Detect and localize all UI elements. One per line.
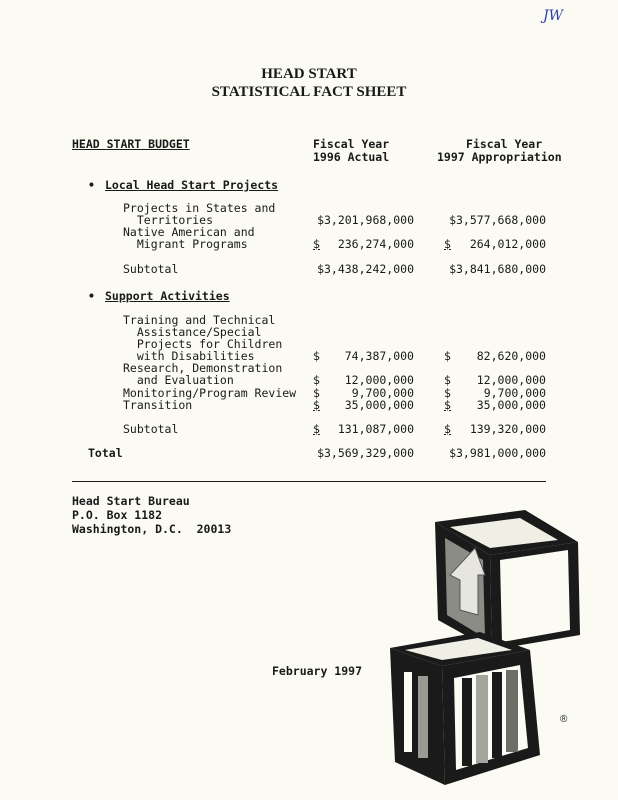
row-label: Monitoring/Program Review [123,386,297,400]
amount: 12,000,000 [476,373,546,387]
value-1996 [313,373,414,387]
subtotal-1996: $3,438,242,000 [317,262,414,276]
amount: 131,087,000 [337,422,414,436]
currency-sign: $ [444,237,451,251]
row-label: Transition [123,398,193,412]
amount: 236,274,000 [337,237,414,251]
col-header-1997-line1: Fiscal Year [466,137,543,151]
currency-sign: $ [444,386,451,400]
value-1997 [444,349,546,363]
row-label: Training and Technical [123,313,276,327]
total-1996: $3,569,329,000 [317,446,414,460]
address-line: Head Start Bureau [72,494,190,508]
registered-mark: ® [560,714,568,725]
amount: 264,012,000 [469,237,546,251]
currency-sign: $ [444,422,451,436]
address-line: P.O. Box 1182 [72,508,163,522]
col-header-1996-line1: Fiscal Year [313,137,390,151]
amount: 9,700,000 [483,386,546,400]
value-1997 [444,373,546,387]
currency-sign: $ [444,349,451,363]
budget-heading: HEAD START BUDGET [72,137,190,151]
currency-sign: $ [313,349,320,363]
currency-sign: $ [444,373,451,387]
divider [72,481,546,482]
currency-sign: $ [313,373,320,387]
amount: 9,700,000 [351,386,414,400]
value-1997 [444,398,546,412]
document-date: February 1997 [272,664,363,678]
row-label: Research, Demonstration [123,361,283,375]
value-1997 [444,237,546,251]
row-label: Native American and [123,225,255,239]
amount: 74,387,000 [344,349,414,363]
row-label: Projects in States and [123,201,276,215]
amount: 35,000,000 [344,398,414,412]
row-label: Assistance/Special [123,325,262,339]
section-title-local-projects: Local Head Start Projects [105,178,279,192]
address-line: Washington, D.C. 20013 [72,522,232,536]
subtotal-label: Subtotal [123,422,179,436]
col-header-1997-line2: 1997 Appropriation [437,150,562,164]
value-1996 [313,349,414,363]
currency-sign: $ [313,237,320,251]
section-title-support-activities: Support Activities [105,289,230,303]
amount: 35,000,000 [476,398,546,412]
head-start-blocks-logo [390,500,590,790]
amount: 12,000,000 [344,373,414,387]
page-subtitle: STATISTICAL FACT SHEET [211,84,407,100]
total-1997: $3,981,000,000 [449,446,546,460]
section-bullet: • [88,178,95,192]
currency-sign: $ [444,398,451,412]
section-bullet: • [88,289,95,303]
currency-sign: $ [313,398,320,412]
value-1996 [313,237,414,251]
row-label: Territories [123,213,214,227]
currency-sign: $ [313,422,320,436]
col-header-1996-line2: 1996 Actual [313,150,390,164]
subtotal-1997: $3,841,680,000 [449,262,546,276]
row-label: with Disabilities [123,349,255,363]
subtotal-1996 [313,422,414,436]
amount: 139,320,000 [469,422,546,436]
amount: 82,620,000 [476,349,546,363]
row-label: and Evaluation [123,373,234,387]
total-label: Total [88,446,123,460]
value-1996 [313,398,414,412]
value-1996: $3,201,968,000 [317,213,414,227]
handwritten-initials: JW [543,8,564,24]
value-1997: $3,577,668,000 [449,213,546,227]
page-title: HEAD START [261,66,357,82]
row-label: Projects for Children [123,337,283,351]
subtotal-1997 [444,422,546,436]
currency-sign: $ [313,386,320,400]
row-label: Migrant Programs [123,237,248,251]
subtotal-label: Subtotal [123,262,179,276]
